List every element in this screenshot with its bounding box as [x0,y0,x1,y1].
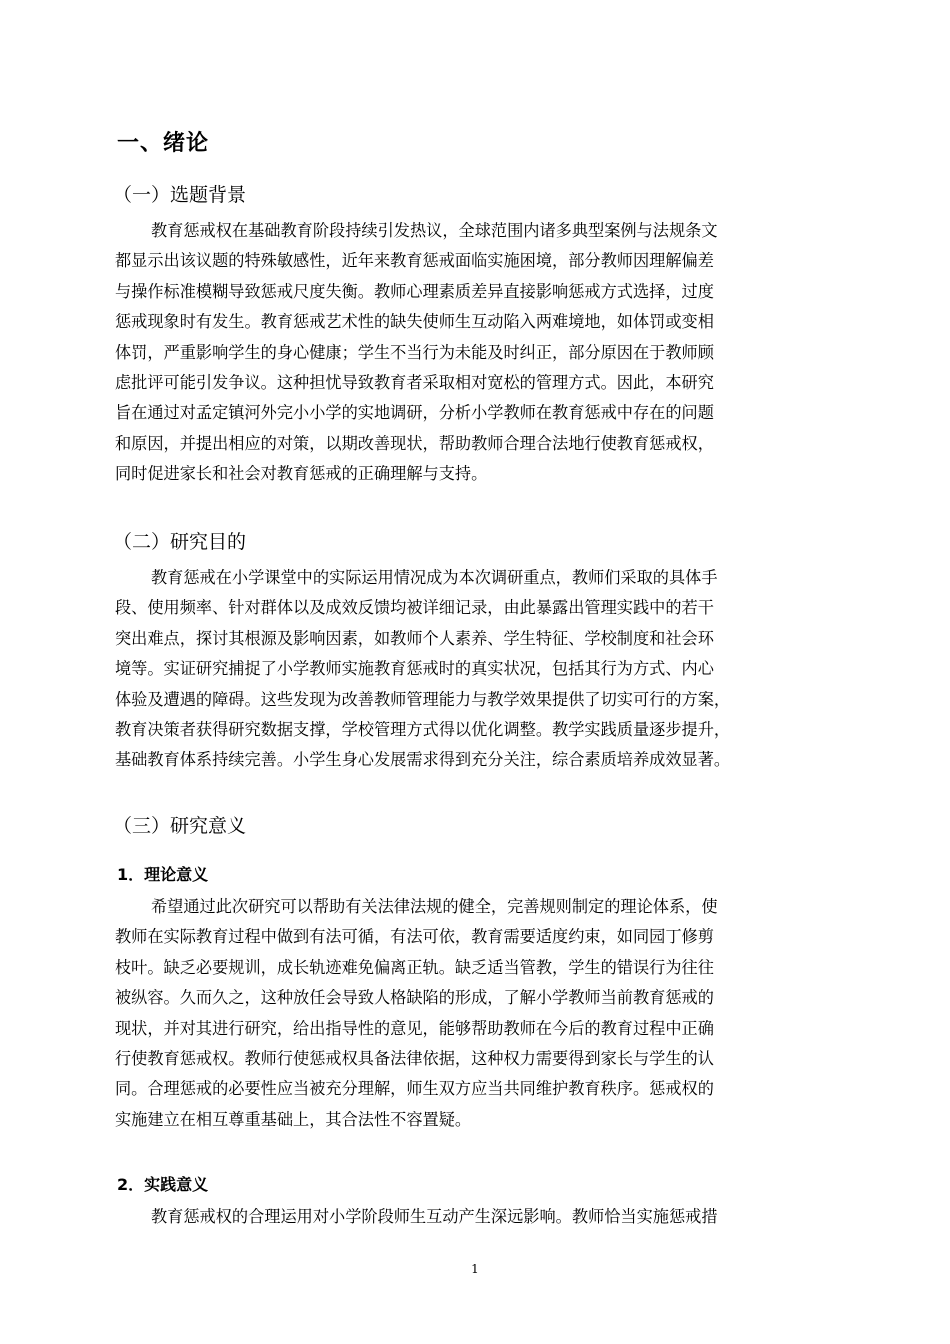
paragraph-line: 教育决策者获得研究数据支撑，学校管理方式得以优化调整。教学实践质量逐步提升， [115,719,731,739]
paragraph-line: 与操作标准模糊导致惩戒尺度失衡。教师心理素质差异直接影响惩戒方式选择，过度 [115,281,714,301]
paragraph-background [115,216,845,490]
paragraph-line: 境等。实证研究捕捉了小学教师实施教育惩戒时的真实状况，包括其行为方式、内心 [115,659,714,679]
paragraph-purpose [115,563,845,776]
paragraph-line: 希望通过此次研究可以帮助有关法律法规的健全，完善规则制定的理论体系，使 [151,897,718,916]
paragraph-line: 被纵容。久而久之，这种放任会导致人格缺陷的形成，了解小学教师当前教育惩戒的 [115,988,714,1008]
chapter-title: 一、绪论 [117,131,210,156]
subsection-heading-practice: 2．实践意义 [117,1175,209,1194]
paragraph-line: 同。合理惩戒的必要性应当被充分理解，师生双方应当共同维护教育秩序。惩戒权的 [115,1079,714,1099]
paragraph-line: 段、使用频率、针对群体以及成效反馈均被详细记录，由此暴露出管理实践中的若干 [115,598,714,618]
paragraph-line: 体罚，严重影响学生的身心健康；学生不当行为未能及时纠正，部分原因在于教师顾 [115,342,714,362]
section-heading-significance: （三）研究意义 [113,815,247,837]
section-heading-purpose: （二）研究目的 [113,531,247,553]
paragraph-line: 枝叶。缺乏必要规训，成长轨迹难免偏离正轨。缺乏适当管教，学生的错误行为往往 [115,957,714,977]
paragraph-line: 教育惩戒在小学课堂中的实际运用情况成为本次调研重点，教师们采取的具体手 [151,568,718,587]
paragraph-line: 基础教育体系持续完善。小学生身心发展需求得到充分关注，综合素质培养成效显著。 [115,750,731,770]
paragraph-line: 都显示出该议题的特殊敏感性，近年来教育惩戒面临实施困境，部分教师因理解偏差 [115,251,714,271]
paragraph-line: 同时促进家长和社会对教育惩戒的正确理解与支持。 [115,464,488,484]
paragraph-line: 突出难点，探讨其根源及影响因素，如教师个人素养、学生特征、学校制度和社会环 [115,628,714,648]
paragraph-line: 教师在实际教育过程中做到有法可循，有法可依，教育需要适度约束，如同园丁修剪 [115,927,714,947]
paragraph-line: 行使教育惩戒权。教师行使惩戒权具备法律依据，这种权力需要得到家长与学生的认 [115,1048,714,1068]
paragraph-line: 旨在通过对孟定镇河外完小小学的实地调研，分析小学教师在教育惩戒中存在的问题 [115,403,714,423]
paragraph-theory [115,892,845,1135]
paragraph-line: 实施建立在相互尊重基础上，其合法性不容置疑。 [115,1109,472,1129]
paragraph-line: 虑批评可能引发争议。这种担忧导致教育者采取相对宽松的管理方式。因此，本研究 [115,372,714,392]
page-number: 1 [471,1262,479,1276]
paragraph-line: 和原因，并提出相应的对策，以期改善现状，帮助教师合理合法地行使教育惩戒权， [115,433,714,453]
paragraph-practice [115,1202,845,1232]
paragraph-line: 教育惩戒权在基础教育阶段持续引发热议，全球范围内诸多典型案例与法规条文 [151,221,718,240]
paragraph-line: 现状，并对其进行研究，给出指导性的意见，能够帮助教师在今后的教育过程中正确 [115,1018,714,1038]
paragraph-line: 惩戒现象时有发生。教育惩戒艺术性的缺失使师生互动陷入两难境地，如体罚或变相 [115,312,714,332]
paragraph-line: 体验及遭遇的障碍。这些发现为改善教师管理能力与教学效果提供了切实可行的方案， [115,689,731,709]
paragraph-line: 教育惩戒权的合理运用对小学阶段师生互动产生深远影响。教师恰当实施惩戒措 [151,1207,718,1226]
subsection-heading-theory: 1．理论意义 [117,865,209,884]
section-heading-background: （一）选题背景 [113,184,247,206]
